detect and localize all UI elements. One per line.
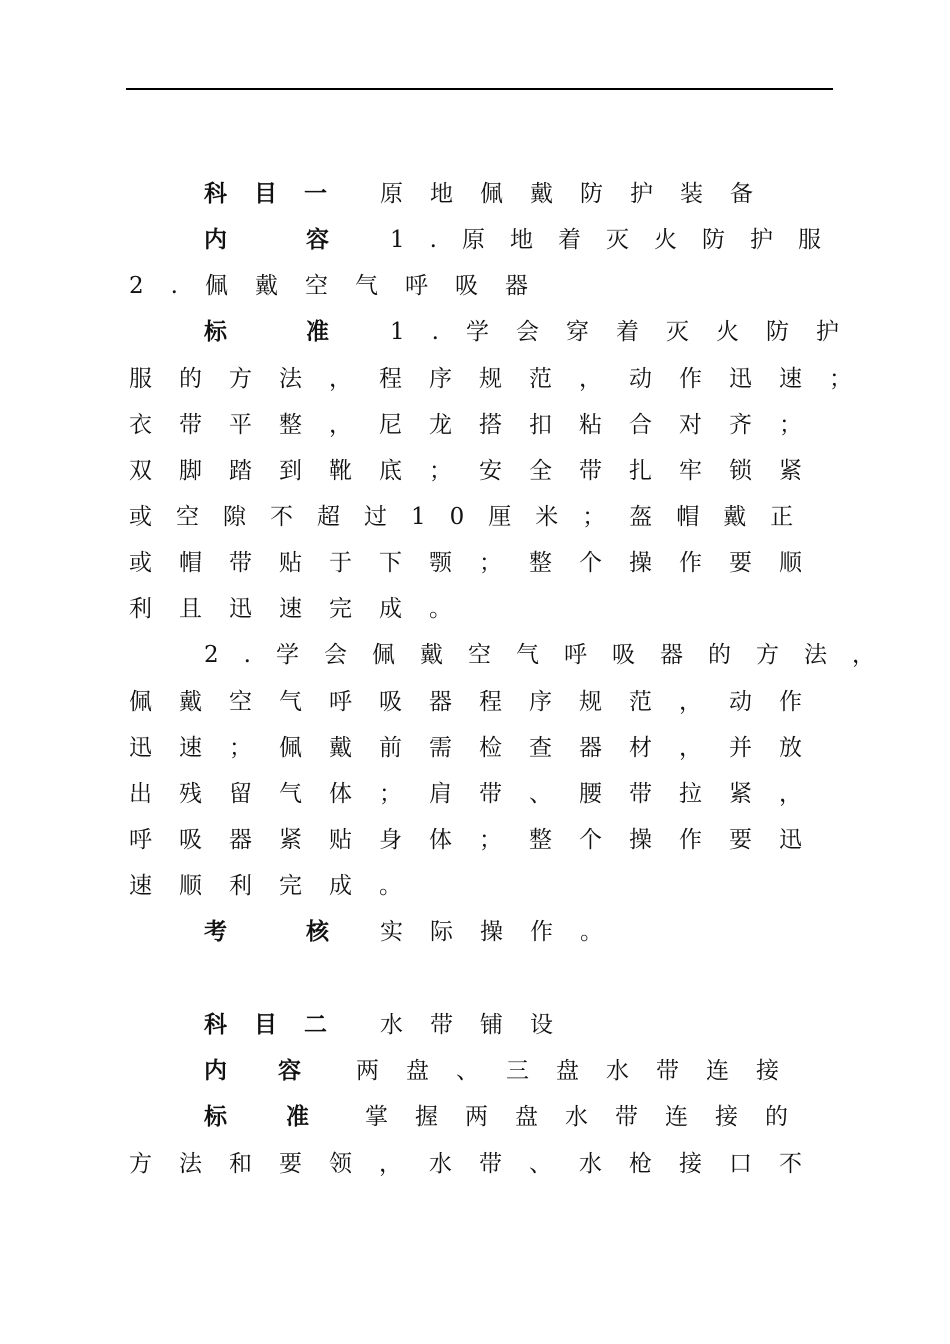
header-rule <box>126 88 833 90</box>
section1-content-label: 内 容 <box>204 226 357 253</box>
section1-standard-line: 速顺利完成。 <box>129 873 429 899</box>
section2-content-label: 内 容 <box>204 1057 315 1084</box>
section1-content-line1: 1.原地着灭火防护服 <box>390 227 846 253</box>
section2-title-label: 科目二 <box>204 1011 354 1038</box>
section1-standard-row <box>204 317 866 347</box>
section1-assess-text: 实际操作。 <box>380 919 630 945</box>
section1-standard-line: 或帽带贴于下颚；整个操作要顺 <box>129 550 829 576</box>
section1-standard-line: 服的方法，程序规范，动作迅速； <box>129 366 879 392</box>
section2-content-row <box>204 1056 849 1086</box>
section1-standard-line: 衣带平整，尼龙搭扣粘合对齐； <box>129 412 829 438</box>
section1-title-text: 原地佩戴防护装备 <box>380 181 780 207</box>
section1-content-line2: 2.佩戴空气呼吸器 <box>129 273 555 299</box>
section1-title-row <box>204 179 849 209</box>
section1-content-row <box>204 225 849 255</box>
section2-title-row <box>204 1010 849 1040</box>
section2-standard-line1: 掌握两盘水带连接的 <box>365 1104 815 1130</box>
section2-standard-line2: 方法和要领，水带、水枪接口不 <box>129 1151 829 1177</box>
section2-standard-label: 标 准 <box>204 1103 327 1130</box>
section1-standard-line: 或空隙不超过10厘米；盔帽戴正 <box>129 504 818 530</box>
section1-standard-line: 2.学会佩戴空气呼吸器的方法， <box>204 642 900 668</box>
section2-standard-row <box>204 1102 849 1132</box>
section2-content-text: 两盘、三盘水带连接 <box>356 1058 806 1084</box>
section1-standard-line: 出残留气体；肩带、腰带拉紧， <box>129 781 829 807</box>
section1-standard-line: 迅速；佩戴前需检查器材，并放 <box>129 735 829 761</box>
section1-standard-line: 呼吸器紧贴身体；整个操作要迅 <box>129 827 829 853</box>
section1-standard-line: 双脚踏到靴底；安全带扎牢锁紧 <box>129 458 829 484</box>
section1-standard-label: 标 准 <box>204 318 357 345</box>
section1-standard-line: 1.学会穿着灭火防护 <box>390 319 866 345</box>
section1-title-label: 科目一 <box>204 180 354 207</box>
section1-assess-row <box>204 917 849 947</box>
section2-title-text: 水带铺设 <box>380 1012 580 1038</box>
section1-standard-line: 佩戴空气呼吸器程序规范，动作 <box>129 689 829 715</box>
section1-assess-label: 考 核 <box>204 918 357 945</box>
section1-standard-line: 利且迅速完成。 <box>129 596 479 622</box>
